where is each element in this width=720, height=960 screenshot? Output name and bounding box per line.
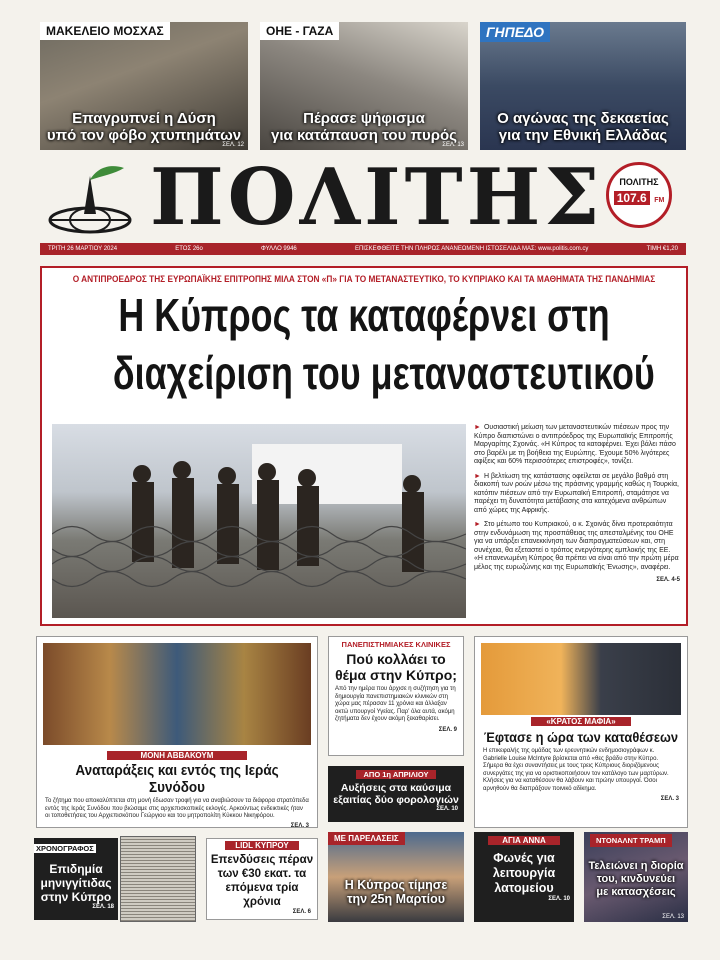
mafia-page-ref: ΣΕΛ. 3 [660,796,679,802]
fuel-label: ΑΠΟ 1η ΑΠΡΙΛΙΟΥ [356,770,436,779]
main-paragraph: ► Ουσιαστική μείωση των μεταναστευτικών πιέσεων προς την Κύπρο διαπιστώνει ο αντιπρόεδρος της Ευρωπαϊκής Επιτροπής Μαργαρίτης Σχοινάς. «Η Κύπρος τα καταφέρνει. Έχει βάλει πάσο στο βαρέλι με τη βοήθεια της Ευρώπης. Έχουμε 50% λιγότερες αφίξεις και 60% περισσότερες επιστροφές», τονίζει. [474,424,676,465]
parade-caption: Η Κύπρος τίμησε την 25η Μαρτίου [344,878,448,906]
bullet-icon: ► [474,424,481,431]
agia-anna-story[interactable] [474,832,574,922]
chrono-clipping [120,836,196,922]
main-page-ref: ΣΕΛ. 4-5 [656,577,680,583]
trump-label: ΝΤΟΝΑΛΝΤ ΤΡΑΜΠ [590,834,672,847]
chrono-page-ref: ΣΕΛ. 18 [92,904,114,910]
chrono-label: ΧΡΟΝΟΓΡΑΦΟΣ [36,844,94,853]
radio-frequency: 107.6 [614,191,650,205]
lidl-page-ref: ΣΕΛ. 6 [292,909,311,915]
chrono-story[interactable] [34,838,118,920]
lidl-label: LIDL ΚΥΠΡΟΥ [225,841,299,850]
teaser-kicker: ΓΗΠΕΔΟ [480,22,550,42]
university-story[interactable] [328,636,464,756]
issue-number: ΦΥΛΛΟ 9946 [261,246,297,252]
main-paragraph: ► Η βελτίωση της κατάστασης οφείλεται σε μεγάλο βαθμό στη διακοπή των ροών μέσω της πράσινης γραμμής καθώς η Τουρκία, κατόπιν πιέσεων από την Ευρωπαϊκή Επιτροπή, σταμάτησε να παρέχει τη δυνατότητα μετάβασης στα κατεχόμενα ανθρώπων από χώρες της Αφρικής. [474,472,679,514]
main-photo [52,424,466,618]
main-headline-line2: διαχείριση του μεταναστευτικού [112,347,655,399]
agia-anna-label: ΑΓΙΑ ΑΝΝΑ [488,836,560,845]
synod-headline: Αναταράξεις και εντός της Ιεράς Συνόδου [75,762,279,796]
newspaper-logo [40,158,140,234]
issue-year: ΕΤΟΣ 26ο [175,246,203,252]
bullet-icon: ► [474,521,481,528]
agia-anna-page-ref: ΣΕΛ. 10 [548,896,570,902]
teaser-page: ΣΕΛ. 13 [442,142,464,148]
teaser-caption: Πέρασε ψήφισμα για κατάπαυση του πυρός [271,110,457,144]
radio-name: ΠΟΛΙΤΗΣ [619,177,659,187]
barbed-wire-icon [52,424,466,618]
main-supertitle: Ο ΑΝΤΙΠΡΟΕΔΡΟΣ ΤΗΣ ΕΥΡΩΠΑΪΚΗΣ ΕΠΙΤΡΟΠΗΣ ΜΙΛΑ ΣΤΟΝ «Π» ΓΙΑ ΤΟ ΜΕΤΑΝΑΣΤΕΥΤΙΚΟ, ΤΟ ΚΥΠΡΙΑΚΟ ΚΑΙ ΤΑ ΜΑΘΗΜΑΤΑ ΤΗΣ ΠΑΝΔΗΜΙΑΣ [72,274,656,284]
lidl-story[interactable] [206,838,318,920]
mafia-headline: Έφτασε η ώρα των καταθέσεων [483,729,679,745]
teaser-caption: Ο αγώνας της δεκαετίας για την Εθνική Ελλάδας [497,110,669,144]
radio-unit: FM [654,197,665,204]
mafia-photo [481,643,681,715]
bullet-icon: ► [474,472,481,480]
synod-label: ΜΟΝΗ ΑΒΒΑΚΟΥΜ [107,751,247,760]
synod-story[interactable] [36,636,318,828]
fuel-story[interactable] [328,766,464,822]
mafia-label: «ΚΡΑΤΟΣ ΜΑΦΙΑ» [531,717,631,726]
masthead-info-bar [40,243,686,255]
university-label: ΠΑΝΕΠΙΣΤΗΜΙΑΚΕΣ ΚΛΙΝΙΚΕΣ [341,640,451,649]
parade-story[interactable] [328,832,464,922]
teaser-kicker: ΜΑΚΕΛΕΙΟ ΜΟΣΧΑΣ [40,22,170,40]
chrono-headline: Επιδημία μηνιγγίτιδας στην Κύπρο [40,862,112,904]
teaser-page: ΣΕΛ. 12 [222,142,244,148]
teaser-gaza[interactable] [260,22,468,150]
trump-caption: Τελειώνει η διορία του, κινδυνεύει με κατασχέσεις [588,860,684,898]
parade-label: ΜΕ ΠΑΡΕΛΑΣΕΙΣ [328,832,405,845]
teaser-kicker: ΟΗΕ - ΓΑΖΑ [260,22,339,40]
agia-anna-headline: Φωνές για λειτουργία λατομείου [492,851,556,895]
synod-page-ref: ΣΕΛ. 3 [290,822,309,828]
university-page-ref: ΣΕΛ. 9 [438,726,457,733]
teaser-moscow[interactable] [40,22,248,150]
issue-price: ΤΙΜΗ €1,20 [646,246,678,252]
mafia-body: Η επικεφαλής της ομάδας των ερευνητικών ενδημοσιογράφων κ. Gabrielle Louise McIntyre βρίσκεται από «θες βράδυ στην Κύπρο. Σήμερα θα έχει συναντήσεις με τους τρεις Κύπριους διοριζόμενους συνεργάτες της για να οριστικοποιήσουν τον κατάλογο των μαρτύρων. Κλήσεις για να καταθέσουν θα λάβουν και πρώην υπουργοί. Όσοι αρνηθούν θα διαπράξουν ποινικό αδίκημα. [483,748,669,792]
mafia-story[interactable] [474,636,688,828]
pen-globe-icon [40,158,140,234]
website-promo: ΕΠΙΣΚΕΦΘΕΙΤΕ ΤΗΝ ΠΛΗΡΩΣ ΑΝΑΝΕΩΜΕΝΗ ΙΣΤΟΣΕΛΙΔΑ ΜΑΣ: www.politis.com.cy [354,246,589,252]
teaser-caption: Επαγρυπνεί η Δύση υπό τον φόβο χτυπημάτων [46,110,242,144]
fuel-page-ref: ΣΕΛ. 10 [436,806,458,812]
trump-story[interactable] [584,832,688,922]
issue-date: ΤΡΙΤΗ 26 ΜΑΡΤΙΟΥ 2024 [48,246,118,252]
teaser-stadium[interactable] [480,22,686,150]
radio-frequency-row [609,189,669,207]
masthead-title: ΠΟΛΙΤΗΣ [150,152,604,243]
lidl-headline: Επενδύσεις πέραν των €30 εκατ. τα επόμενα τρία χρόνια [210,854,314,908]
radio-badge[interactable] [606,162,672,228]
trump-page-ref: ΣΕΛ. 13 [662,914,684,920]
main-body [474,424,680,585]
university-body: Από την ημέρα που άρχισε η συζήτηση για τη δημιουργία πανεπιστημιακών κλινικών στη χώρα μας πέρασαν 11 χρόνια και άλλαξαν οκτώ υπουργοί Υγείας. Παρ' όλα αυτά, ακόμη ζητήματα δεν έχουν ακόμη ξεκαθαρίσει. [335,686,456,722]
main-story[interactable] [40,266,688,626]
synod-photo [43,643,311,745]
main-headline-line1: Η Κύπρος τα καταφέρνει στη [118,289,610,341]
synod-body: Το ζήτημα που αποκαλύπτεται στη μονή έδωσαν τροφή για να αναβιώσουν τα διάφορα στρατόπεδα εντός της Ιεράς Συνόδου που βιώσαμε στις αρχιεπισκοπικές εκλογές. Αρκούντως ενδεικτικές ήταν οι τοποθετήσεις του Αρχιεπισκόπου Γεώργιου και του μητροπολίτη Κύκκου Νικηφόρου. [45,798,309,819]
university-headline: Πού κολλάει το θέμα στην Κύπρο; [335,651,457,683]
fuel-headline: Αυξήσεις στα καύσιμα εξαιτίας δύο φορολογιών [333,782,459,806]
main-paragraph: ► Στο μέτωπο του Κυπριακού, ο κ. Σχοινάς δίνει προτεραιότητα στην ενδυνάμωση της προσπάθειας της απεσταλμένης του ΟΗΕ για να υπάρξει επανεκκίνηση των διαπραγματεύσεων και, στη συνέχεια, θα εξεταστεί ο τρόπος ενεργότερης εμπλοκής της ΕΕ. «Η επανενωμένη Κύπρος θα πρέπει να είναι από την πρώτη μέρα μέλος της ευρωζώνης και της Ευρωπαϊκής Ένωσης», αναφέρει. [474,521,679,571]
